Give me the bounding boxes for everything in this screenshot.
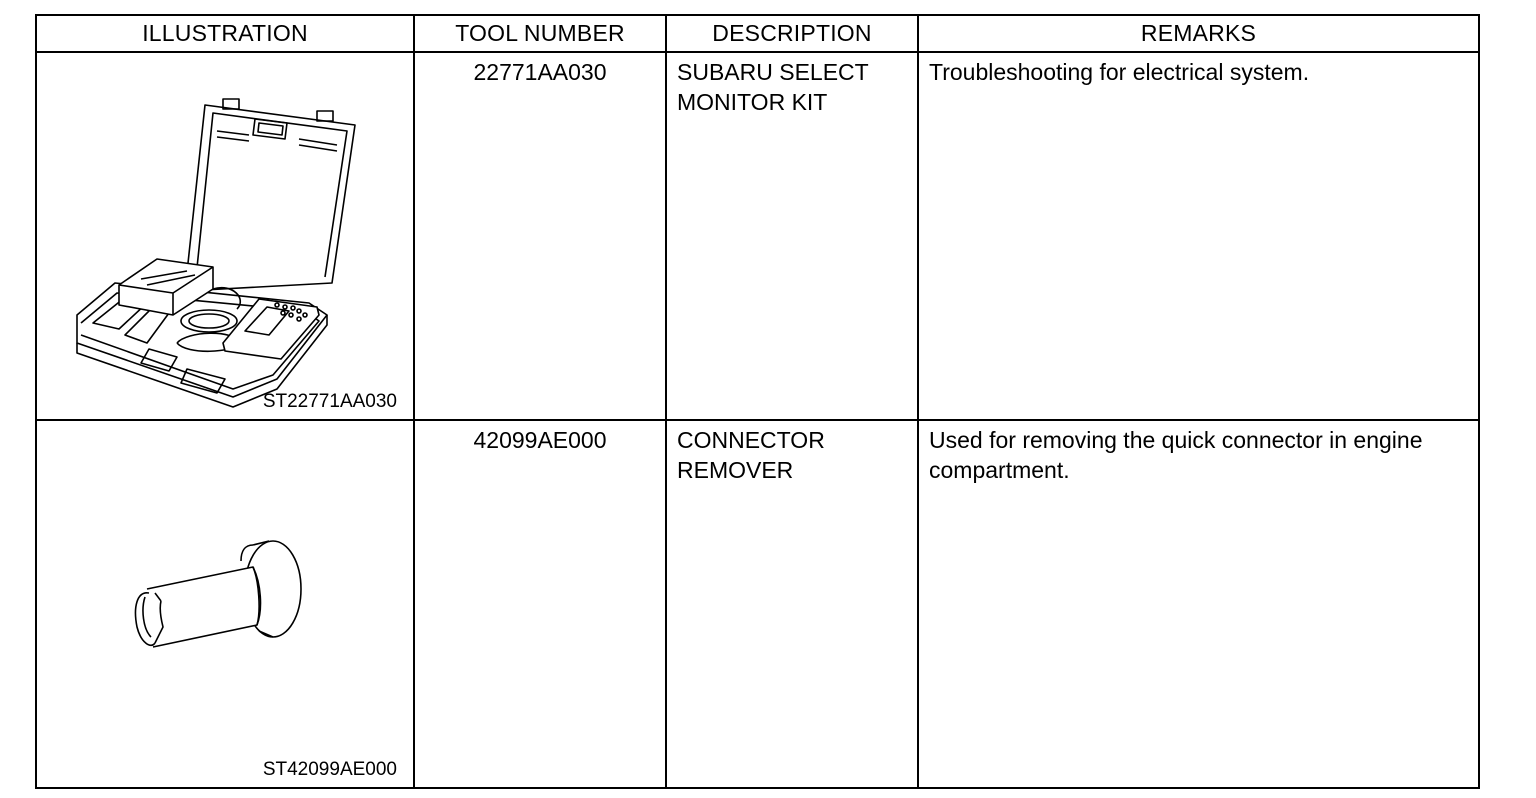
remarks-cell xyxy=(918,420,1479,788)
description-cell xyxy=(666,52,918,420)
illustration-code: ST42099AE000 xyxy=(262,759,397,780)
header-row xyxy=(36,15,1479,52)
description-line-1: SUBARU SELECT xyxy=(677,59,869,85)
description-cell xyxy=(666,420,918,788)
illustration-cell xyxy=(36,52,414,420)
tool-number-cell xyxy=(414,52,666,420)
description-line-2: MONITOR KIT xyxy=(677,89,828,115)
illustration-cell xyxy=(36,420,414,788)
remarks-text: Used for removing the quick connector in engine compartment. xyxy=(929,427,1423,483)
remarks-text: Troubleshooting for electrical system. xyxy=(929,59,1310,85)
description-line-1: CONNECTOR xyxy=(677,427,825,453)
illustration-code: ST22771AA030 xyxy=(262,391,397,412)
header-tool-number: TOOL NUMBER xyxy=(414,15,666,52)
remarks-cell xyxy=(918,52,1479,420)
header-description: DESCRIPTION xyxy=(666,15,918,52)
table-row xyxy=(36,420,1479,788)
description-line-2: REMOVER xyxy=(677,457,794,483)
table-row xyxy=(36,52,1479,420)
header-remarks: REMARKS xyxy=(918,15,1479,52)
tool-number-cell xyxy=(414,420,666,788)
monitor-kit-illustration xyxy=(37,53,415,419)
header-illustration: ILLUSTRATION xyxy=(36,15,414,52)
connector-remover-illustration xyxy=(37,421,415,787)
tool-number: 22771AA030 xyxy=(473,59,607,85)
tool-number: 42099AE000 xyxy=(473,427,607,453)
special-tools-table xyxy=(35,14,1480,789)
